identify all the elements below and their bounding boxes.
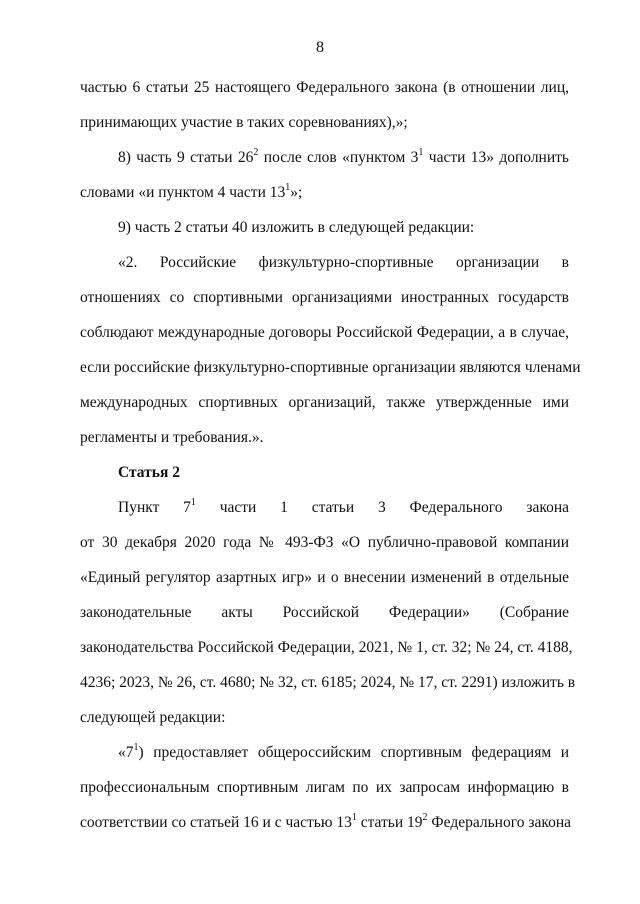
text-line: «Единый регулятор азартных игр» и о внесении изменений в отдельные	[80, 569, 569, 586]
paragraph-start: Пункт $7^1$ части 1 статьи 3 Федерального закона	[118, 496, 570, 516]
text-line: частью 6 статьи 25 настоящего Федерального закона (в отношении лиц,	[80, 79, 569, 96]
text-line: законодательные акты Российской Федерации» (Собрание	[80, 604, 569, 621]
text-line: если российские физкультурно-спортивные организации являются членами	[80, 359, 581, 376]
superscript: 1	[190, 496, 196, 508]
list-item-9: 9) часть 2 статьи 40 изложить в следующей редакции:	[118, 219, 475, 236]
text-line: следующей редакции:	[80, 709, 226, 726]
superscript: 2	[253, 146, 259, 158]
text-line: принимающих участие в таких соревнованиях),»;	[80, 114, 408, 131]
text-line: регламенты и требования.».	[80, 429, 264, 446]
list-item-8: 8) часть 9 статьи $26^2$ после слов «пунктом $3^1$ части 13» дополнить	[118, 146, 569, 166]
text-line: международных спортивных организаций, также утвержденные ими	[80, 394, 569, 411]
superscript: 2	[422, 811, 428, 823]
text-line: законодательства Российской Федерации, 2021, № 1, ст. 32; № 24, ст. 4188,	[80, 639, 573, 656]
text-line: соответствии со статьей 16 и с частью $13^1$ статьи $19^2$ Федерального закона	[80, 811, 571, 831]
quote-paragraph-start: «$7^1$) предоставляет общероссийским спортивным федерациям и	[118, 741, 569, 761]
superscript: 1	[285, 181, 291, 193]
text-line: словами «и пунктом 4 части $13^1$»;	[80, 181, 303, 201]
article-heading: Статья 2	[118, 464, 180, 481]
text-line: отношениях со спортивными организациями иностранных государств	[80, 289, 569, 306]
superscript: 1	[351, 811, 357, 823]
page-number: 8	[316, 39, 324, 56]
superscript: 1	[418, 146, 424, 158]
text-line: профессиональным спортивным лигам по их запросам информацию в	[80, 779, 569, 796]
superscript: 1	[133, 741, 139, 753]
quote-paragraph-start: «2. Российские физкультурно-спортивные организации в	[118, 254, 569, 271]
text-line: 4236; 2023, № 26, ст. 4680; № 32, ст. 6185; 2024, № 17, ст. 2291) изложить в	[80, 674, 576, 691]
text-line: от 30 декабря 2020 года № 493-ФЗ «О публично-правовой компании	[80, 534, 569, 551]
text-line: соблюдают международные договоры Российской Федерации, а в случае,	[80, 324, 569, 341]
